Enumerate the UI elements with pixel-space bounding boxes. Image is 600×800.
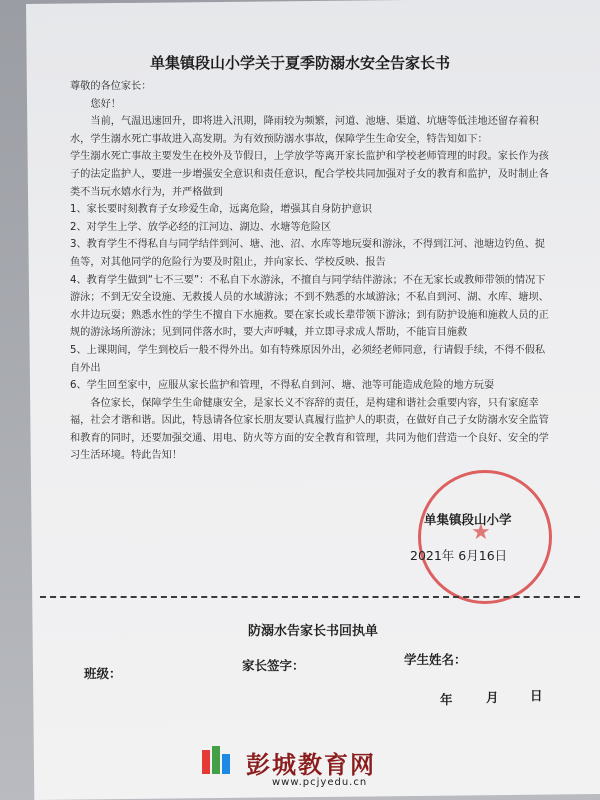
paragraph-9: 各位家长，保障学生生命健康安全，是家长义不容辞的责任，是构建和谐社会重要内容，只有家庭幸福，社会才谐和谐。因此，特恳请各位家长朋友要认真履行监护人的职责，在做好自己子女防溺水安全监管和教育的同时，还要加强交通、用电、防火等方面的安全教育和管理，共同为他们营造一个良好、安全的学习生活环境。特此告知！: [70, 397, 549, 462]
site-name: 彭城教育网: [246, 751, 376, 779]
paragraph-7: 5、上课期间，学生到校后一般不得外出。如有特殊原因外出，必须经老师同意，行请假手续，不得不假私自外出: [70, 344, 546, 374]
hello: 您好！: [90, 98, 121, 110]
greeting: 尊敬的各位家长：: [70, 81, 152, 92]
class-label: 班级：: [84, 666, 122, 681]
site-logo-icon: [200, 744, 234, 778]
seal-star-icon: ★: [471, 520, 491, 545]
tear-line: [40, 596, 580, 598]
parent-sign-label: 家长签字：: [242, 658, 305, 673]
letter-body: [70, 78, 550, 465]
month-label: 月: [486, 690, 499, 705]
student-name-label: 学生姓名：: [404, 652, 467, 667]
site-url: www.pcjyedu.cn: [272, 777, 368, 788]
paragraph-1: 当前，气温迅速回升，即将进入汛期，降雨较为频繁，河道、池塘、渠道、坑塘等低洼地还留存着积水，学生溺水死亡事故进入高发期。为有效预防溺水事故，保障学生生命安全，特告知如下：: [70, 116, 539, 145]
day-label: 日: [530, 688, 543, 703]
letter-date: 2021年 6月16日: [410, 548, 508, 563]
year-label: 年: [440, 692, 453, 707]
paragraph-8: 6、学生回至家中，应服从家长监护和管理，不得私自到河、塘、池等可能造成危险的地方玩耍: [70, 380, 495, 392]
paragraph-3: 1、家长要时刻教育子女珍爱生命，远离危险，增强其自身防护意识: [70, 204, 372, 216]
paragraph-4: 2、对学生上学、放学必经的江河边、湖边、水塘等危险区: [70, 221, 332, 233]
paragraph-2: 学生溺水死亡事故主要发生在校外及节假日，上学放学等离开家长监护和学校老师管理的时段。家长作为孩子的法定监护人，要进一步增强安全意识和责任意识，配合学校共同加强对子女的教育和监护，及时制止各类不当玩水嬉水行为，并严格做到: [70, 151, 549, 198]
receipt-title: 防溺水告家长书回执单: [248, 624, 379, 639]
school-signature: 单集镇段山小学: [424, 512, 512, 527]
document-title: 单集镇段山小学关于夏季防溺水安全告家长书: [150, 54, 451, 72]
paragraph-5: 3、教育学生不得私自与同学结伴到河、塘、池、沼、水库等地玩耍和游泳，不得到江河、池塘边钓鱼、捉鱼等，对其他同学的危险行为要及时阻止，并向家长、学校反映、报告: [70, 239, 546, 268]
paragraph-6: 4、教育学生做到“七不三要”：不私自下水游泳，不擅自与同学结伴游泳；不在无家长或教师带领的情况下游泳；不到无安全设施、无救援人员的水域游泳；不到不熟悉的水域游泳；不私自到河、湖、水库、塘坝、水井边玩耍；熟悉水性的学生不擅自下水施救。要在家长或长辈带领下游泳；到有防护设施和施救人员的正规的游泳场所游泳；见到同伴落水时，要大声呼喊，并立即寻求成人帮助，不能盲目施救: [70, 274, 549, 339]
